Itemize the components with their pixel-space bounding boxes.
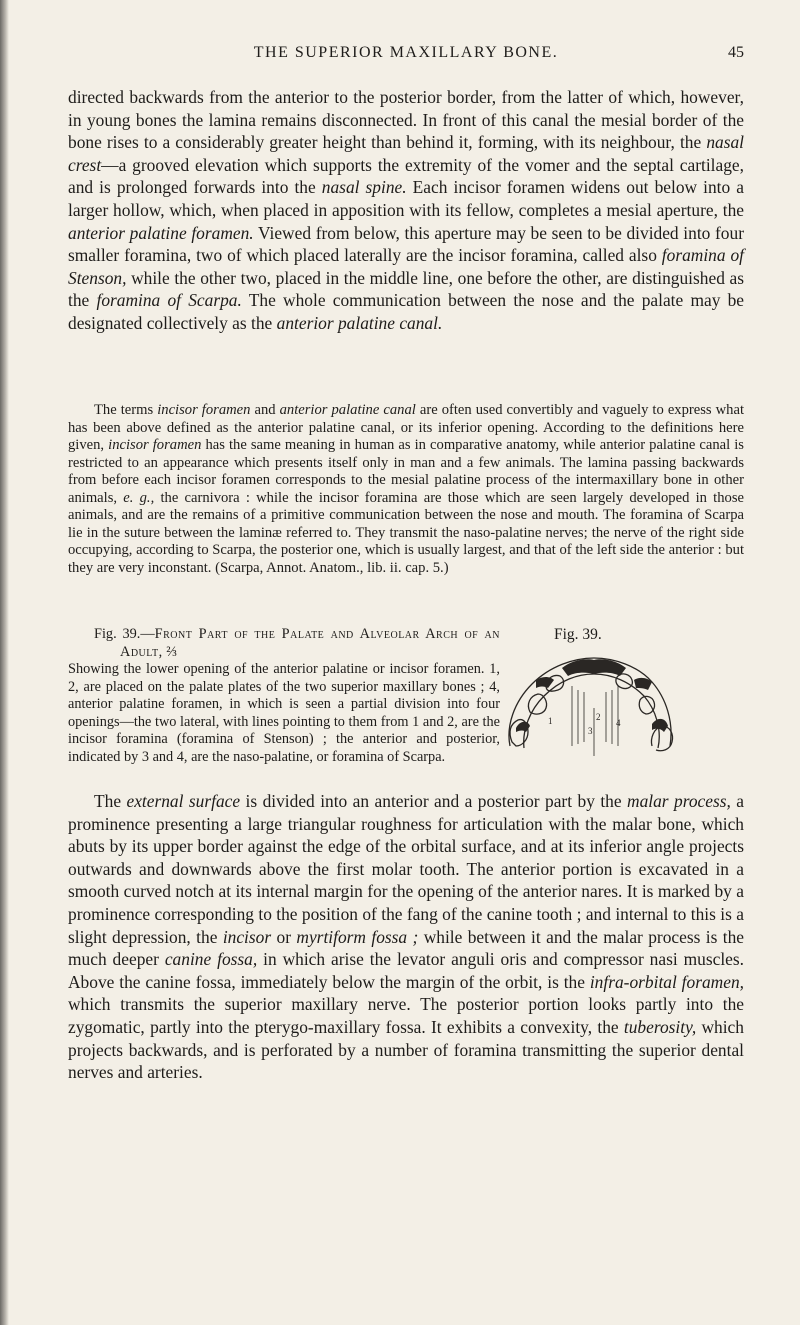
text-run: in which arise the levator anguli oris and compressor nasi muscles. Above the canine fossa, immediately below the margin of the orbit, is the [68, 949, 744, 992]
text-run: The terms [94, 402, 158, 418]
term-myrtiform-fossa: myrtiform fossa ; [296, 926, 419, 947]
text-run: which projects backwards, and is perforated by a number of foramina transmitting the superior dental nerves and arteries. [68, 1016, 744, 1083]
text-run: which transmits the superior maxillary nerve. The posterior portion looks partly into the zygomatic, partly into the pterygo-maxillary fossa. It exhibits a convexity, the [68, 994, 744, 1037]
svg-text:2: 2 [596, 712, 601, 722]
figure-39 [68, 626, 744, 778]
text-run: a prominence presenting a large triangular roughness for articulation with the malar bone, which abuts by its upper border against the edge of the orbital surface, and at its inferior angle projects outwards and downwards above the first molar tooth. The anterior portion is excavated in a smooth curved notch at its internal margin for the opening of the anterior nares. It is marked by a prominence corresponding to the position of the fang of the canine tooth ; and internal to this is a slight depression, the [68, 791, 745, 947]
term-nasal-crest: nasal crest [68, 132, 744, 175]
text-run: the carnivora : while the incisor foramina are those which are seen largely developed in those animals, and are the remains of a primitive communication between the nose and mouth. The foramina of Scarpa lie in the suture between the laminæ referred to. They transmit the naso-palatine nerves; the nerve of the right side occupying, according to Scarpa, the posterior one, which is usually largest, and that of the left side the anterior : but they are very inconstant. (Scarpa, Annot. Anatom., lib. ii. cap. 5.) [68, 489, 744, 576]
term-nasal-spine: nasal spine. [321, 177, 407, 198]
text-run: The whole communication between the nose and the palate may be designated collectively as the [68, 290, 745, 333]
text-run: Each incisor foramen widens out below into a larger hollow, which, when placed in apposition with its fellow, completes a mesial aperture, the [68, 177, 744, 220]
text-run: has the same meaning in human as in comparative anatomy, while anterior palatine canal is restricted to an appearance which presents itself only in man and a few animals. The lamina passing backwards from before each incisor foramen corresponds to the mesial palatine process of the intermaxillary bone in other animals, [68, 437, 744, 506]
term-anterior-palatine-canal: anterior palatine canal. [276, 312, 443, 333]
term: incisor foramen [157, 402, 251, 418]
text-run: Viewed from below, this aperture may be seen to be divided into four smaller foramina, two of which placed laterally are the incisor foramina, called also [68, 222, 744, 266]
term: incisor foramen [108, 437, 202, 453]
text-run: and [250, 402, 280, 418]
figure-title-line1: Front Part of the Palate and [154, 626, 354, 642]
term-external-surface: external surface [126, 791, 241, 811]
paragraph-incisor-foramina [68, 86, 744, 335]
figure-label: Fig. 39. [554, 626, 602, 643]
term-malar-process: malar process, [627, 791, 731, 811]
palate-illustration [502, 646, 678, 769]
term-anterior-palatine-foramen: anterior palatine foramen. [68, 222, 254, 243]
term-canine-fossa: canine fossa, [164, 949, 258, 970]
term-infra-orbital-foramen: infra-orbital foramen, [589, 971, 744, 992]
term-foramina-of-stenson: foramina of Stenson, [68, 245, 744, 288]
term-foramina-of-scarpa: foramina of Scarpa. [96, 290, 242, 311]
text-run: —a grooved elevation which supports the extremity of the vomer and the septal cartilage, and is prolonged forwards into the [68, 154, 744, 198]
term: anterior palatine canal [279, 402, 416, 418]
svg-text:3: 3 [588, 726, 593, 736]
paragraph-external-surface [68, 790, 744, 1084]
text-run: are often used convertibly and vaguely to express what has been above defined as the anterior palatine canal, or its inferior opening. According to the definitions here given, [68, 402, 744, 453]
running-title: THE SUPERIOR MAXILLARY BONE. [253, 44, 559, 61]
figure-caption-title [94, 626, 500, 661]
figure-scale: ⅔ [162, 643, 177, 660]
svg-text:4: 4 [616, 718, 621, 728]
text-run: while the other two, placed in the middle line, one before the other, are distinguished as the [68, 267, 744, 311]
figure-number: Fig. 39.— [94, 626, 155, 642]
figure-title-line2: Alveolar Arch of an Adult, [120, 626, 500, 660]
text-run: directed backwards from the anterior to the posterior border, from the latter of which, however, in young bones the lamina remains disconnected. In front of this canal the mesial border of the bone rises to a considerably greater height than behind it, forming, with its neighbour, the [68, 87, 744, 153]
page-header [68, 44, 744, 70]
term-tuberosity: tuberosity, [623, 1016, 697, 1037]
text-run: or [271, 926, 297, 947]
svg-text:1: 1 [548, 716, 553, 726]
text-run: while between it and the malar process is the much deeper [68, 926, 745, 970]
term: e. g., [123, 489, 155, 506]
term-incisor: incisor [222, 926, 272, 947]
text-run: is divided into an anterior and a posterior part by the [240, 791, 628, 811]
page-binding-edge [0, 0, 9, 1325]
figure-caption-body: Showing the lower opening of the anterior palatine or incisor foramen. 1, 2, are placed on the palate plates of the two superior maxillary bones ; 4, anterior palatine foramen, in which is seen a partial division into four openings—the two lateral, with lines pointing to them from 1 and 2, are the incisor foramina (foramina of Stenson) ; the anterior and posterior, indicated by 3 and 4, are the naso-palatine, or foramina of Scarpa. [68, 661, 500, 765]
note-paragraph [68, 402, 744, 577]
page-number: 45 [728, 44, 744, 61]
text-run: The [94, 791, 127, 811]
figure-caption [68, 626, 500, 766]
